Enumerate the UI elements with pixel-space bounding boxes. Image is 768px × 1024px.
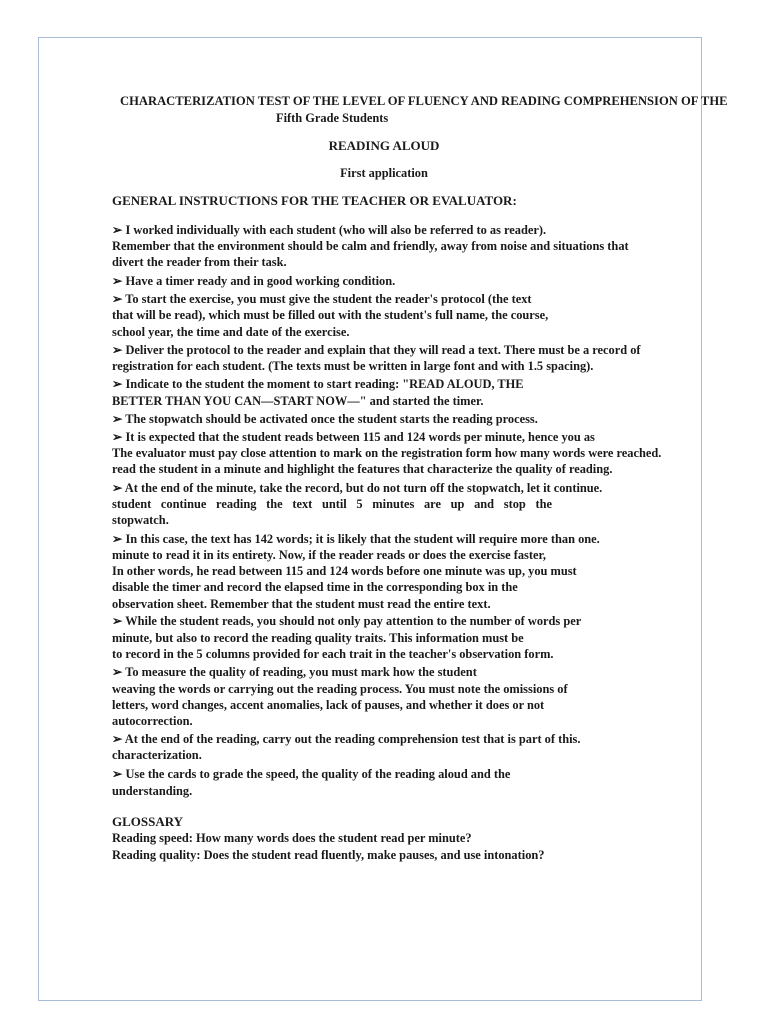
instruction-line: BETTER THAN YOU CAN—START NOW—" and started the timer.	[112, 394, 484, 408]
instruction-line: In other words, he read between 115 and 124 words before one minute was up, you must	[112, 564, 577, 578]
instruction-line: disable the timer and record the elapsed time in the corresponding box in the	[112, 580, 518, 594]
instruction-line: ➢ Use the cards to grade the speed, the quality of the reading aloud and the	[112, 767, 511, 781]
instruction-line: ➢ Deliver the protocol to the reader and explain that they will read a text. There must be a record of	[112, 343, 641, 357]
instruction-line: understanding.	[112, 784, 193, 798]
instruction-line: ➢ It is expected that the student reads between 115 and 124 words per minute, hence you as	[112, 430, 595, 444]
instruction-line: Remember that the environment should be calm and friendly, away from noise and situations that	[112, 239, 629, 253]
instruction-line: ➢ I worked individually with each student (who will also be referred to as reader).	[112, 223, 547, 237]
instruction-line: that will be read), which must be filled out with the student's full name, the course,	[112, 308, 549, 322]
section-heading: READING ALOUD	[328, 138, 440, 153]
glossary-heading: GLOSSARY	[112, 814, 184, 829]
instruction-line: minute to read it in its entirety. Now, if the reader reads or does the exercise faster,	[112, 548, 546, 562]
instruction-line: ➢ In this case, the text has 142 words; it is likely that the student will require more than one.	[112, 532, 600, 546]
instruction-line: The evaluator must pay close attention to mark on the registration form how many words were reached.	[112, 446, 662, 460]
instruction-line: characterization.	[112, 748, 202, 762]
instruction-line: stopwatch.	[112, 513, 169, 527]
application-label: First application	[340, 166, 428, 180]
instruction-line: student continue reading the text until 5 minutes are up and stop the	[112, 497, 552, 511]
instruction-line: registration for each student. (The texts must be written in large font and with 1.5 spacing).	[112, 359, 594, 373]
instruction-line: to record in the 5 columns provided for each trait in the teacher's observation form.	[112, 647, 554, 661]
instruction-line: read the student in a minute and highlight the features that characterize the quality of reading.	[112, 462, 613, 476]
instruction-line: ➢ At the end of the minute, take the record, but do not turn off the stopwatch, let it continue.	[112, 481, 603, 495]
instruction-line: letters, word changes, accent anomalies, lack of pauses, and whether it does or not	[112, 698, 545, 712]
instruction-line: weaving the words or carrying out the reading process. You must note the omissions of	[112, 682, 568, 696]
document-title: CHARACTERIZATION TEST OF THE LEVEL OF FLUENCY AND READING COMPREHENSION OF THE	[120, 94, 728, 108]
instruction-line: minute, but also to record the reading quality traits. This information must be	[112, 631, 524, 645]
instructions-heading: GENERAL INSTRUCTIONS FOR THE TEACHER OR EVALUATOR:	[112, 193, 517, 208]
instruction-line: ➢ To start the exercise, you must give the student the reader's protocol (the text	[112, 292, 532, 306]
instruction-line: ➢ The stopwatch should be activated once the student starts the reading process.	[112, 412, 538, 426]
instruction-line: ➢ To measure the quality of reading, you must mark how the student	[112, 665, 477, 679]
instruction-line: observation sheet. Remember that the student must read the entire text.	[112, 597, 491, 611]
grade-subtitle: Fifth Grade Students	[276, 111, 389, 125]
instruction-line: divert the reader from their task.	[112, 255, 287, 269]
instruction-line: autocorrection.	[112, 714, 193, 728]
instruction-line: ➢ While the student reads, you should not only pay attention to the number of words per	[112, 614, 582, 628]
instruction-line: ➢ Have a timer ready and in good working condition.	[112, 274, 396, 288]
instruction-line: ➢ At the end of the reading, carry out the reading comprehension test that is part of this.	[112, 732, 581, 746]
glossary-item: Reading quality: Does the student read fluently, make pauses, and use intonation?	[112, 848, 545, 862]
instruction-line: school year, the time and date of the exercise.	[112, 325, 350, 339]
glossary-item: Reading speed: How many words does the student read per minute?	[112, 831, 472, 845]
instruction-line: ➢ Indicate to the student the moment to start reading: "READ ALOUD, THE	[112, 377, 524, 391]
